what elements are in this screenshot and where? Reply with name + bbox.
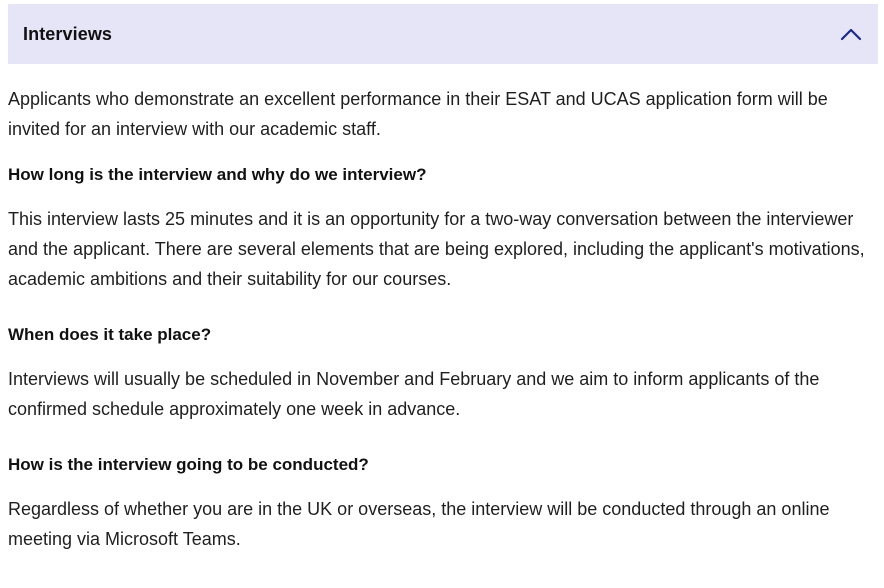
section-body-timing: Interviews will usually be scheduled in November and February and we aim to inform applicants of the confirmed schedule approximately one week in advance. — [8, 369, 820, 419]
accordion-title: Interviews — [23, 23, 113, 44]
accordion-content — [8, 84, 878, 554]
section-heading-format: How is the interview going to be conducted? — [8, 455, 369, 474]
section-body-duration: This interview lasts 25 minutes and it is an opportunity for a two-way conversation between the interviewer and the applicant. There are several elements that are being explored, including the applicant's motivations, academic ambitions and their suitability for our courses. — [8, 209, 865, 289]
chevron-up-icon[interactable] — [840, 23, 862, 45]
intro-paragraph: Applicants who demonstrate an excellent performance in their ESAT and UCAS application form will be invited for an interview with our academic staff. — [8, 89, 828, 139]
section-heading-timing: When does it take place? — [8, 325, 212, 344]
accordion-header[interactable] — [8, 4, 878, 64]
section-body-format: Regardless of whether you are in the UK or overseas, the interview will be conducted through an online meeting via Microsoft Teams. — [8, 499, 830, 549]
section-heading-duration: How long is the interview and why do we interview? — [8, 165, 427, 184]
